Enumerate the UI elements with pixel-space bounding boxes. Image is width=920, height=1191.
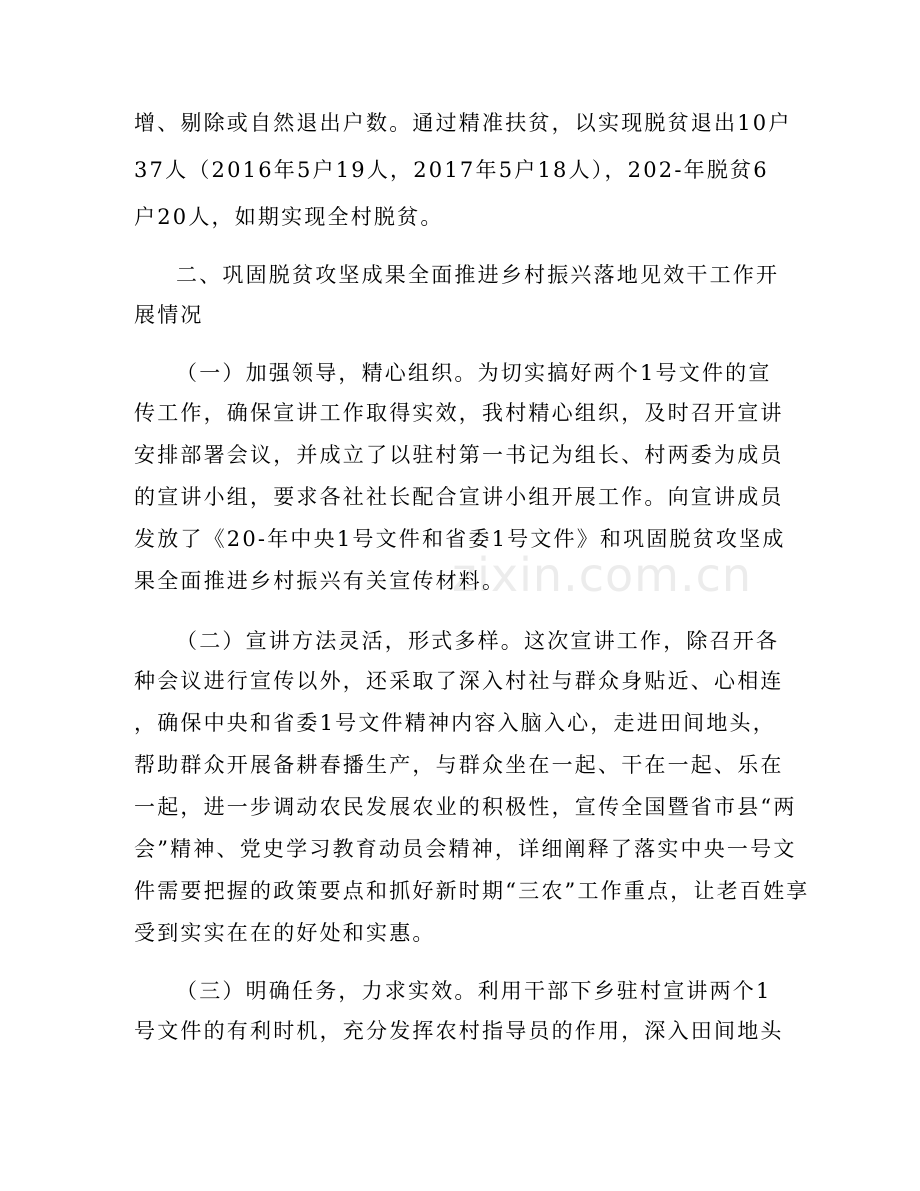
- paragraph-4-line-3: ，确保中央和省委1号文件精神内容入脑入心，走进田间地头，: [134, 711, 776, 735]
- paragraph-4-line-7: 件需要把握的政策要点和抓好新时期“三农”工作重点，让老百姓享: [134, 879, 810, 903]
- paragraph-4-line-8: 受到实实在在的好处和实惠。: [134, 921, 436, 945]
- paragraph-4-line-1: （二）宣讲方法灵活，形式多样。这次宣讲工作，除召开各: [176, 629, 780, 653]
- paragraph-4-line-6: 会”精神、党史学习教育动员会精神，详细阐释了落实中央一号文: [134, 837, 797, 861]
- section-heading-line-2: 展情况: [134, 303, 204, 327]
- paragraph-3-line-6: 果全面推进乡村振兴有关宣传材料。: [134, 569, 506, 593]
- paragraph-3-line-3: 安排部署会议，并成立了以驻村第一书记为组长、村两委为成员: [134, 443, 784, 467]
- paragraph-5-line-1: （三）明确任务，力求实效。利用干部下乡驻村宣讲两个1: [176, 979, 772, 1003]
- paragraph-4-line-5: 一起，进一步调动农民发展农业的积极性，宣传全国暨省市县“两: [134, 795, 797, 819]
- paragraph-4-line-4: 帮助群众开展备耕春播生产，与群众坐在一起、干在一起、乐在: [134, 753, 784, 777]
- watermark: zixin.com.cn: [452, 548, 753, 602]
- section-heading-line-1: 二、巩固脱贫攻坚成果全面推进乡村振兴落地见效干工作开: [176, 263, 780, 287]
- paragraph-3-line-2: 传工作，确保宣讲工作取得实效，我村精心组织，及时召开宣讲: [134, 401, 784, 425]
- paragraph-3-line-4: 的宣讲小组，要求各社社长配合宣讲小组开展工作。向宣讲成员: [134, 485, 784, 509]
- paragraph-1-line-2: 37人（2016年5户19人，2017年5户18人），202-年脱贫6: [134, 158, 769, 182]
- paragraph-3-line-5: 发放了《20-年中央1号文件和省委1号文件》和巩固脱贫攻坚成: [134, 527, 786, 551]
- paragraph-3-line-1: （一）加强领导，精心组织。为切实搞好两个1号文件的宣: [176, 361, 772, 385]
- paragraph-1-line-1: 增、剔除或自然退出户数。通过精准扶贫，以实现脱贫退出10户: [134, 111, 792, 135]
- paragraph-1-line-3: 户20人，如期实现全村脱贫。: [134, 205, 444, 229]
- paragraph-5-line-2: 号文件的有利时机，充分发挥农村指导员的作用，深入田间地头: [134, 1019, 784, 1043]
- paragraph-4-line-2: 种会议进行宣传以外，还采取了深入村社与群众身贴近、心相连: [134, 669, 784, 693]
